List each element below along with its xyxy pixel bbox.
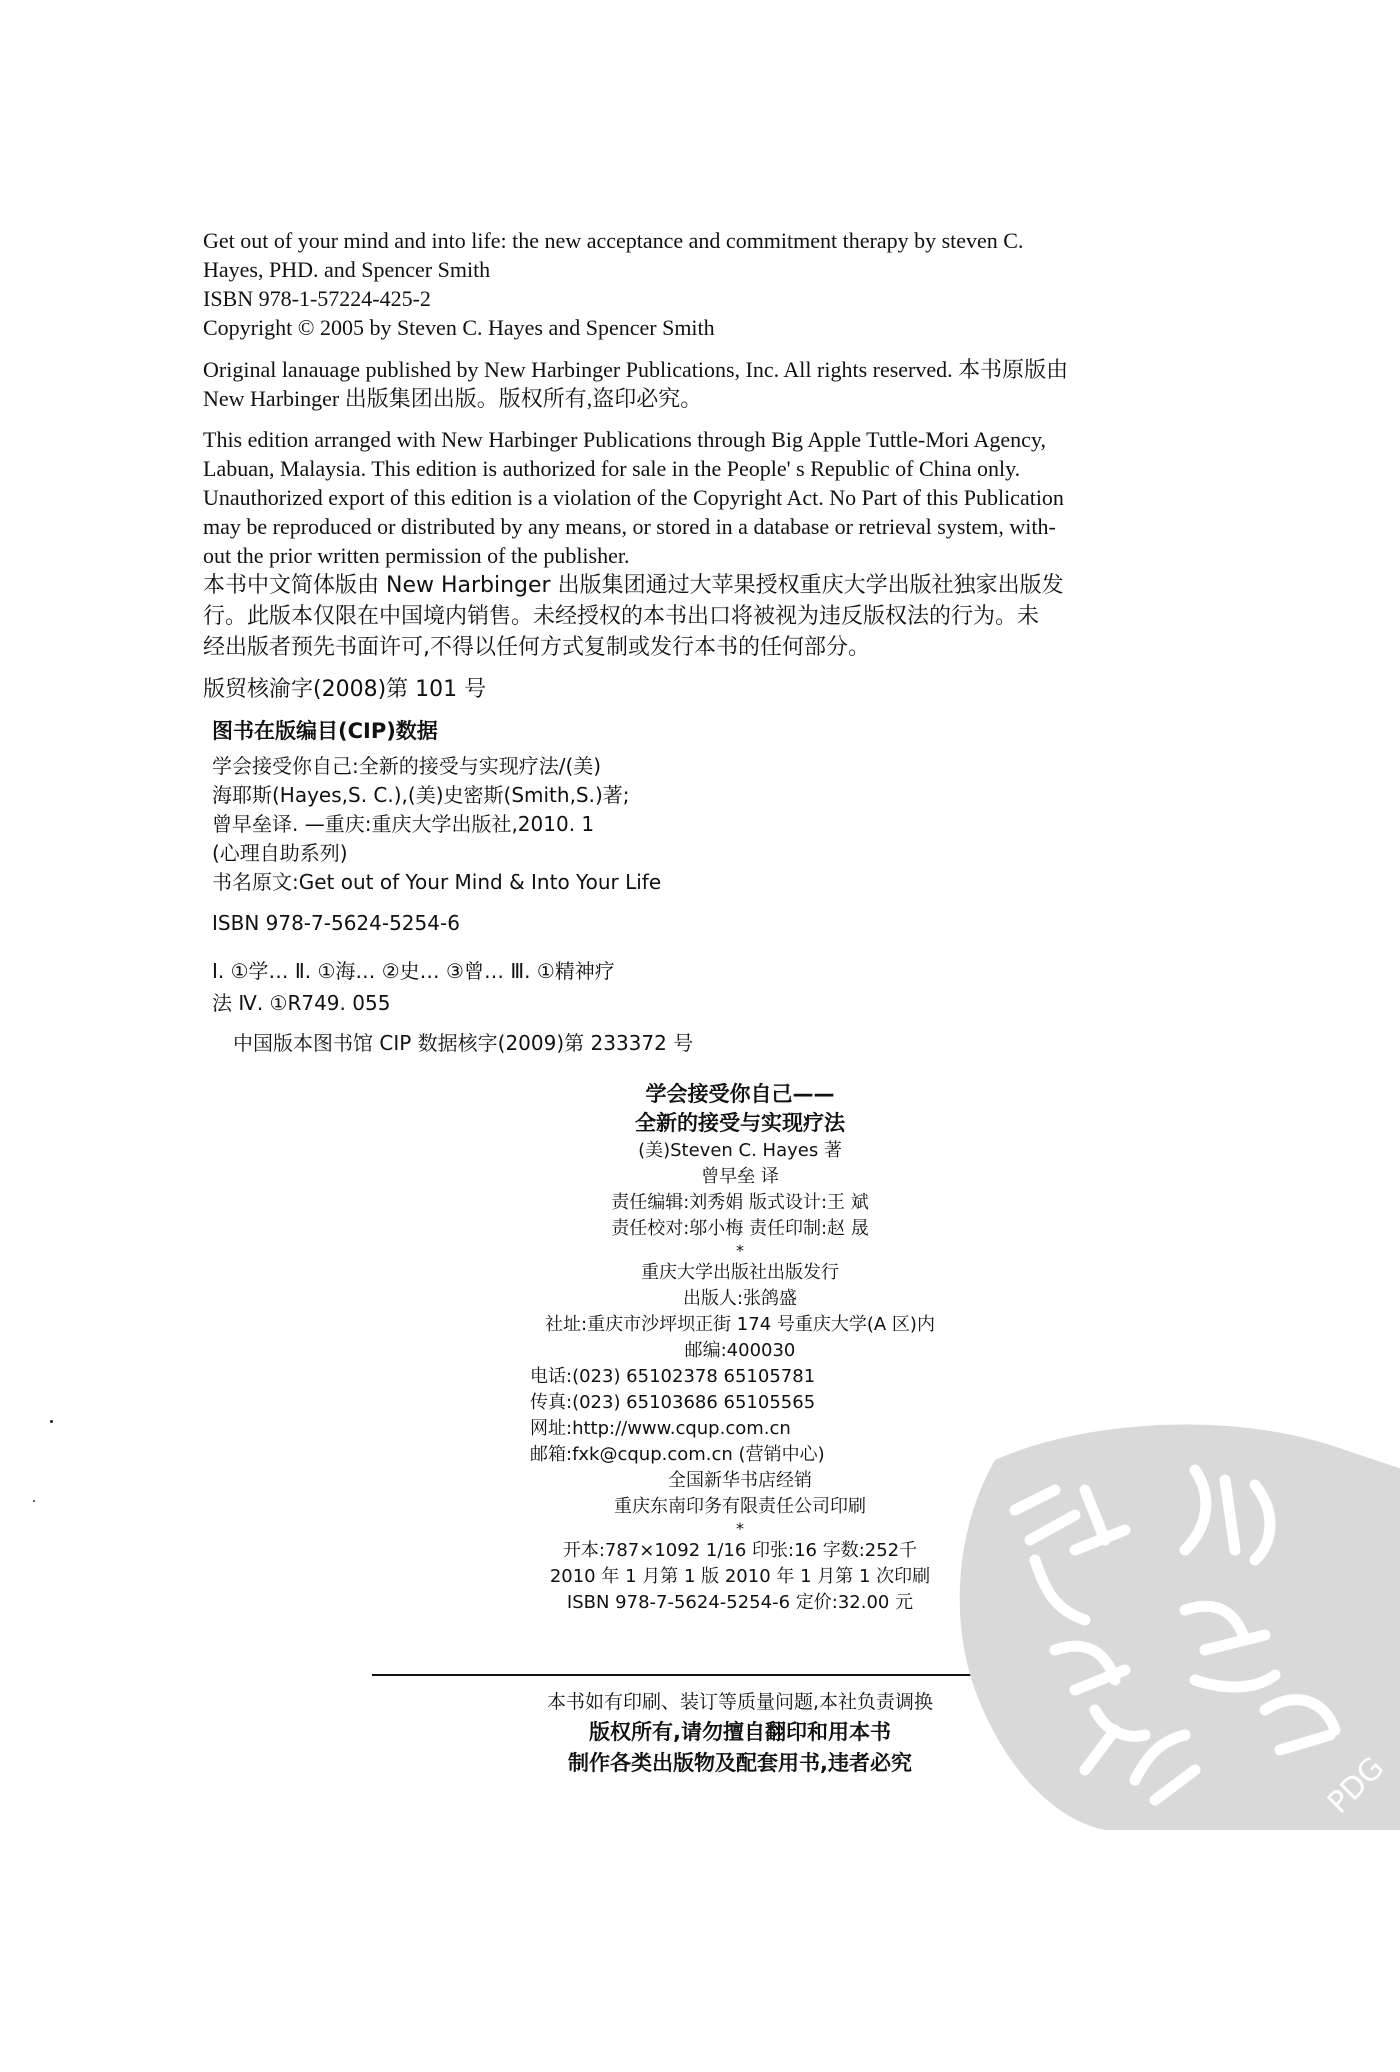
- edition-line: may be reproduced or distributed by any means, or stored in a database or retrieval system, with-: [203, 514, 1056, 539]
- original-publisher-line-2: New Harbinger 出版集团出版。版权所有,盗印必究。: [203, 386, 703, 411]
- cip-class-line: Ⅰ. ①学… Ⅱ. ①海… ②史… ③曾… Ⅲ. ①精神疗: [212, 959, 615, 983]
- format-line: 开本:787×1092 1/16 印张:16 字数:252千: [562, 1540, 918, 1561]
- email-line: 邮箱:fxk@cqup.com.cn (营销中心): [530, 1444, 825, 1465]
- original-title-line-1: Get out of your mind and into life: the new acceptance and commitment therapy by steven C.: [203, 228, 1024, 253]
- cip-class-line: 法 Ⅳ. ①R749. 055: [212, 991, 391, 1015]
- editor-line: 责任编辑:刘秀娟 版式设计:王 斌: [611, 1192, 869, 1213]
- quality-notice-line: 本书如有印刷、装订等质量问题,本社负责调换: [546, 1691, 934, 1713]
- chinese-rights-line: 行。此版本仅限在中国境内销售。未经授权的本书出口将被视为违反版权法的行为。未: [203, 604, 1040, 629]
- cip-line: 海耶斯(Hayes,S. C.),(美)史密斯(Smith,S.)著;: [212, 783, 630, 807]
- proofreader-line: 责任校对:邬小梅 责任印制:赵 晟: [611, 1218, 869, 1239]
- publisher-line: 重庆大学出版社出版发行: [641, 1262, 839, 1283]
- cip-isbn: ISBN 978-7-5624-5254-6: [212, 911, 460, 935]
- author-line: (美)Steven C. Hayes 著: [638, 1140, 842, 1161]
- fax-line: 传真:(023) 65103686 65105565: [530, 1392, 816, 1413]
- chinese-rights-line: 经出版者预先书面许可,不得以任何方式复制或发行本书的任何部分。: [203, 635, 870, 660]
- cip-entry: [212, 752, 832, 938]
- phone-line: 电话:(023) 65102378 65105781: [530, 1366, 816, 1387]
- cip-line: (心理自助系列): [212, 841, 348, 865]
- pdg-stamp-watermark: [935, 1390, 1400, 1830]
- separator-star: *: [736, 1519, 744, 1538]
- edition-printing-line: 2010 年 1 月第 1 版 2010 年 1 月第 1 次印刷: [549, 1566, 931, 1587]
- original-title-line-2: Hayes, PHD. and Spencer Smith: [203, 257, 491, 282]
- book-title-line-1: 学会接受你自己——: [645, 1082, 835, 1106]
- translator-line: 曾早垒 译: [701, 1166, 779, 1187]
- edition-line: This edition arranged with New Harbinger Publications through Big Apple Tuttle-Mori Agency,: [203, 427, 1047, 452]
- edition-line: Unauthorized export of this edition is a violation of the Copyright Act. No Part of this Publication: [203, 485, 1064, 510]
- postcode-line: 邮编:400030: [684, 1340, 796, 1361]
- publisher-person-line: 出版人:张鸽盛: [682, 1288, 798, 1309]
- original-publisher-line-1: Original lanauage published by New Harbinger Publications, Inc. All rights reserved. 本书原版由: [203, 357, 1069, 382]
- edition-rights-notice: [203, 425, 1238, 570]
- edition-line: out the prior written permission of the publisher.: [203, 543, 630, 568]
- piracy-notice-line: 制作各类出版物及配套用书,违者必究: [568, 1751, 912, 1775]
- cip-classification: [212, 955, 615, 1019]
- website-line: 网址:http://www.cqup.com.cn: [530, 1418, 791, 1439]
- printer-line: 重庆东南印务有限责任公司印刷: [614, 1496, 866, 1517]
- address-line: 社址:重庆市沙坪坝正街 174 号重庆大学(A 区)内: [545, 1314, 935, 1335]
- contract-number-text: 版贸核渝字(2008)第 101 号: [203, 677, 487, 702]
- original-edition-info: [203, 226, 1238, 342]
- pdg-label: PDG: [1320, 1750, 1392, 1821]
- book-title-line-2: 全新的接受与实现疗法: [635, 1111, 845, 1135]
- chinese-rights-line: 本书中文简体版由 New Harbinger 出版集团通过大苹果授权重庆大学出版社独家出版发: [203, 573, 1064, 598]
- original-isbn: ISBN 978-1-57224-425-2: [203, 286, 431, 311]
- edition-line: Labuan, Malaysia. This edition is authorized for sale in the People' s Republic of China only.: [203, 456, 1021, 481]
- cip-line: 学会接受你自己:全新的接受与实现疗法/(美): [212, 754, 602, 778]
- chinese-rights-notice: [203, 570, 1238, 663]
- piracy-notice-line: 版权所有,请勿擅自翻印和用本书: [589, 1720, 891, 1744]
- isbn-price-line: ISBN 978-7-5624-5254-6 定价:32.00 元: [566, 1592, 914, 1613]
- cip-line: 书名原文:Get out of Your Mind & Into Your Life: [212, 870, 662, 894]
- copyright-contract-number: [203, 674, 1238, 705]
- cip-heading: 图书在版编目(CIP)数据: [212, 719, 438, 743]
- distributor-line: 全国新华书店经销: [668, 1470, 812, 1491]
- separator-star: *: [736, 1241, 744, 1260]
- cip-record-number: 中国版本图书馆 CIP 数据核字(2009)第 233372 号: [233, 1031, 694, 1055]
- copyright-line: Copyright © 2005 by Steven C. Hayes and Spencer Smith: [203, 315, 715, 340]
- cip-line: 曾早垒译. —重庆:重庆大学出版社,2010. 1: [212, 812, 595, 836]
- original-publisher-info: [203, 355, 1238, 413]
